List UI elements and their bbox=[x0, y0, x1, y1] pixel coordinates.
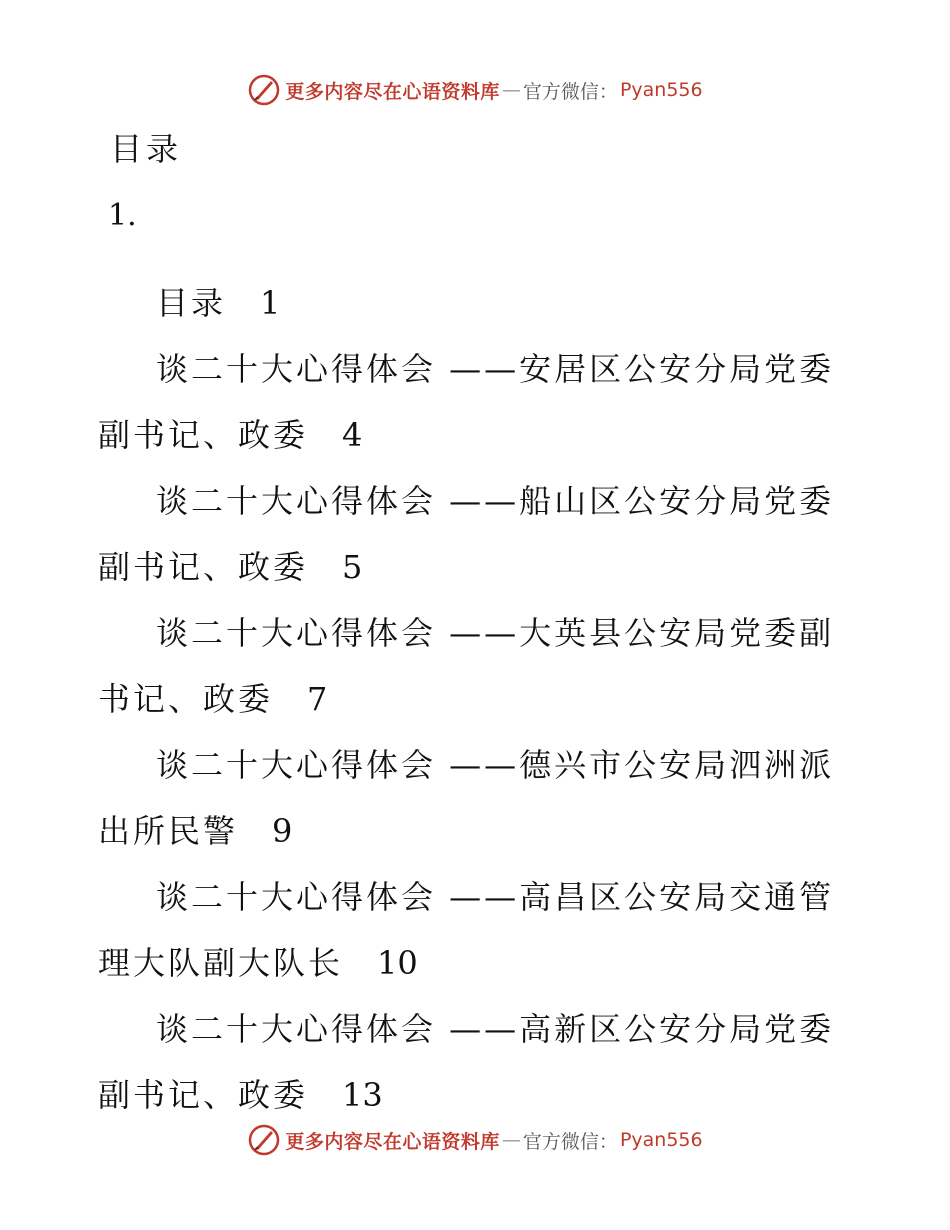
toc-entry-page: 10 bbox=[377, 944, 418, 982]
toc-entry[interactable] bbox=[98, 732, 858, 864]
toc-entry[interactable] bbox=[98, 336, 858, 468]
toc-entry-page: 7 bbox=[307, 680, 328, 718]
toc-entry-title: 谈二十大心得体会 ——安居区公安分局党委副书记、政委 bbox=[98, 350, 835, 454]
toc-entry-page: 9 bbox=[272, 812, 293, 850]
header-banner bbox=[0, 70, 950, 110]
banner-wechat-id: Pyan556 bbox=[619, 1129, 703, 1151]
table-of-contents bbox=[98, 270, 858, 1128]
toc-entry[interactable] bbox=[98, 864, 858, 996]
toc-entry-title: 谈二十大心得体会 ——高昌区公安局交通管理大队副大队长 bbox=[98, 878, 835, 982]
banner-dash: — bbox=[501, 79, 521, 101]
toc-entry[interactable] bbox=[98, 468, 858, 600]
banner-wechat-label: 官方微信： bbox=[522, 80, 618, 103]
toc-entry-page: 1 bbox=[260, 284, 281, 322]
banner-text: 更多内容尽在心语资料库 bbox=[285, 80, 500, 103]
toc-entry-title: 谈二十大心得体会 ——船山区公安分局党委副书记、政委 bbox=[98, 482, 835, 586]
document-title: 目录 bbox=[110, 130, 183, 168]
banner-dash: — bbox=[501, 1129, 521, 1151]
banner-wechat-id: Pyan556 bbox=[619, 79, 703, 101]
toc-entry-title: 谈二十大心得体会 ——高新区公安分局党委副书记、政委 bbox=[98, 1010, 835, 1114]
footer-banner bbox=[0, 1120, 950, 1160]
toc-entry-page: 5 bbox=[342, 548, 363, 586]
toc-entry-title: 谈二十大心得体会 ——德兴市公安局泗洲派出所民警 bbox=[98, 746, 835, 850]
toc-entry[interactable] bbox=[98, 600, 858, 732]
section-number: 1. bbox=[108, 198, 137, 233]
toc-entry-title: 谈二十大心得体会 ——大英县公安局党委副书记、政委 bbox=[98, 614, 835, 718]
banner-text: 更多内容尽在心语资料库 bbox=[285, 1130, 500, 1153]
banner-wechat-label: 官方微信： bbox=[522, 1130, 618, 1153]
toc-entry[interactable] bbox=[98, 996, 858, 1128]
toc-entry[interactable] bbox=[98, 270, 858, 336]
toc-entry-page: 4 bbox=[342, 416, 363, 454]
toc-entry-page: 13 bbox=[342, 1076, 383, 1114]
toc-entry-title: 目录 bbox=[156, 284, 227, 322]
quill-logo-icon bbox=[247, 73, 281, 107]
quill-logo-icon bbox=[247, 1123, 281, 1157]
